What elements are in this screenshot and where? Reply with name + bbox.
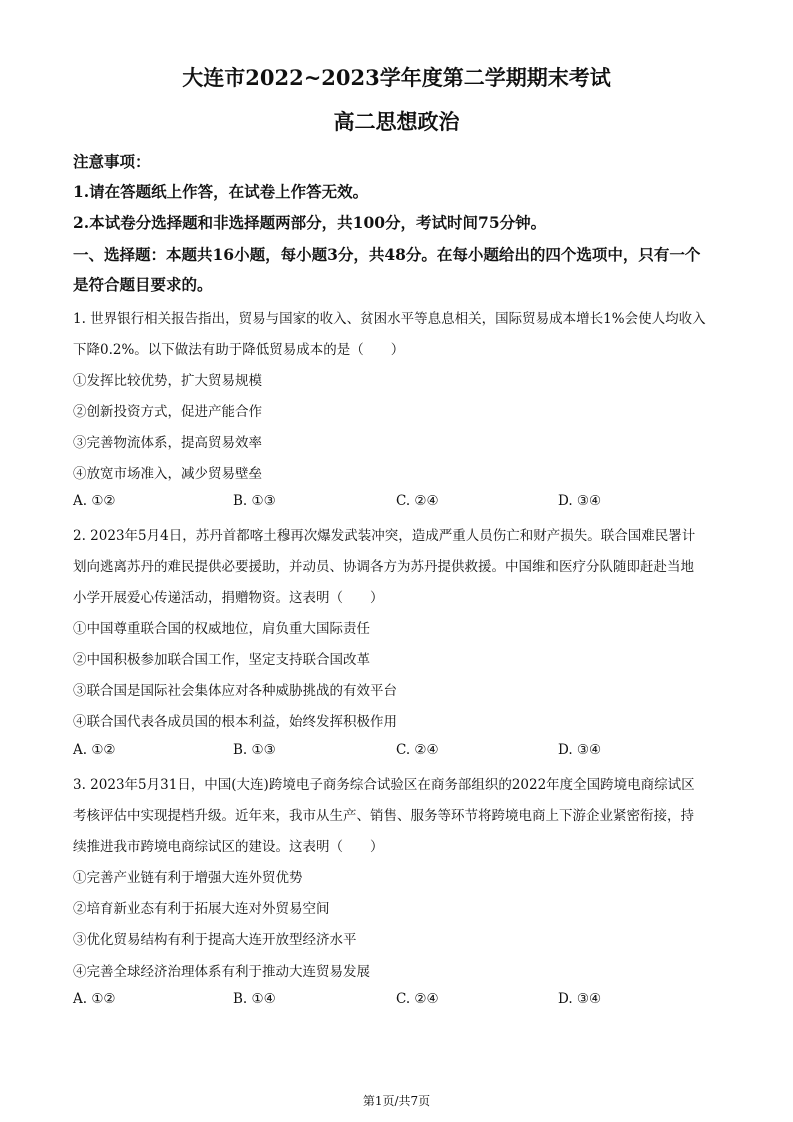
statement-item: ①中国尊重联合国的权威地位，肩负重大国际责任 bbox=[73, 621, 370, 637]
answer-option-c: C. ②④ bbox=[396, 493, 439, 509]
answer-option-a: A. ①② bbox=[73, 991, 116, 1007]
answer-option-a: A. ①② bbox=[73, 493, 116, 509]
answer-option-c: C. ②④ bbox=[396, 991, 439, 1007]
answer-option-b: B. ①③ bbox=[233, 493, 276, 509]
answer-option-d: D. ③④ bbox=[558, 742, 602, 758]
notice-heading: 注意事项： bbox=[73, 152, 151, 171]
section-heading-cont: 是符合题目要求的。 bbox=[73, 275, 213, 294]
question-stem: 下降0.2%。以下做法有助于降低贸易成本的是（ ） bbox=[73, 342, 405, 358]
question-stem: 划向逃离苏丹的难民提供必要援助，并动员、协调各方为苏丹提供救援。中国维和医疗分队随即赶赴当地 bbox=[73, 559, 694, 575]
notice-item: 2.本试卷分选择题和非选择题两部分，共100分，考试时间75分钟。 bbox=[73, 213, 547, 232]
statement-item: ④联合国代表各成员国的根本利益，始终发挥积极作用 bbox=[73, 714, 397, 730]
question-stem: 1. 世界银行相关报告指出，贸易与国家的收入、贫困水平等息息相关，国际贸易成本增长1%会使人均收入 bbox=[73, 311, 706, 327]
answer-option-a: A. ①② bbox=[73, 742, 116, 758]
statement-item: ④完善全球经济治理体系有利于推动大连贸易发展 bbox=[73, 964, 370, 980]
statement-item: ①发挥比较优势，扩大贸易规模 bbox=[73, 373, 262, 389]
statement-item: ③优化贸易结构有利于提高大连开放型经济水平 bbox=[73, 932, 357, 948]
statement-item: ②培育新业态有利于拓展大连对外贸易空间 bbox=[73, 901, 330, 917]
answer-option-c: C. ②④ bbox=[396, 742, 439, 758]
answer-option-d: D. ③④ bbox=[558, 493, 602, 509]
statement-item: ③联合国是国际社会集体应对各种威胁挑战的有效平台 bbox=[73, 683, 397, 699]
question-stem: 小学开展爱心传递活动，捐赠物资。这表明（ ） bbox=[73, 590, 384, 606]
statement-item: ③完善物流体系，提高贸易效率 bbox=[73, 435, 262, 451]
question-stem: 续推进我市跨境电商综试区的建设。这表明（ ） bbox=[73, 839, 384, 855]
statement-item: ②中国积极参加联合国工作，坚定支持联合国改革 bbox=[73, 652, 370, 668]
answer-option-d: D. ③④ bbox=[558, 991, 602, 1007]
section-heading: 一、选择题：本题共16小题，每小题3分，共48分。在每小题给出的四个选项中，只有一个 bbox=[73, 245, 701, 264]
statement-item: ②创新投资方式，促进产能合作 bbox=[73, 404, 262, 420]
question-stem: 3. 2023年5月31日，中国(大连)跨境电子商务综合试验区在商务部组织的2022年度全国跨境电商综试区 bbox=[73, 777, 695, 793]
answer-option-b: B. ①④ bbox=[233, 991, 276, 1007]
exam-title: 大连市2022~2023学年度第二学期期末考试 bbox=[182, 65, 611, 90]
answer-option-b: B. ①③ bbox=[233, 742, 276, 758]
exam-subtitle: 高二思想政治 bbox=[333, 109, 460, 134]
question-stem: 2. 2023年5月4日，苏丹首都喀土穆再次爆发武装冲突，造成严重人员伤亡和财产损失。联合国难民署计 bbox=[73, 528, 696, 544]
statement-item: ④放宽市场准入，减少贸易壁垒 bbox=[73, 466, 262, 482]
page-footer: 第1页/共7页 bbox=[362, 1094, 431, 1108]
statement-item: ①完善产业链有利于增强大连外贸优势 bbox=[73, 870, 303, 886]
notice-item: 1.请在答题纸上作答，在试卷上作答无效。 bbox=[73, 182, 369, 201]
question-stem: 考核评估中实现提档升级。近年来，我市从生产、销售、服务等环节将跨境电商上下游企业紧密衔接，持 bbox=[73, 808, 694, 824]
